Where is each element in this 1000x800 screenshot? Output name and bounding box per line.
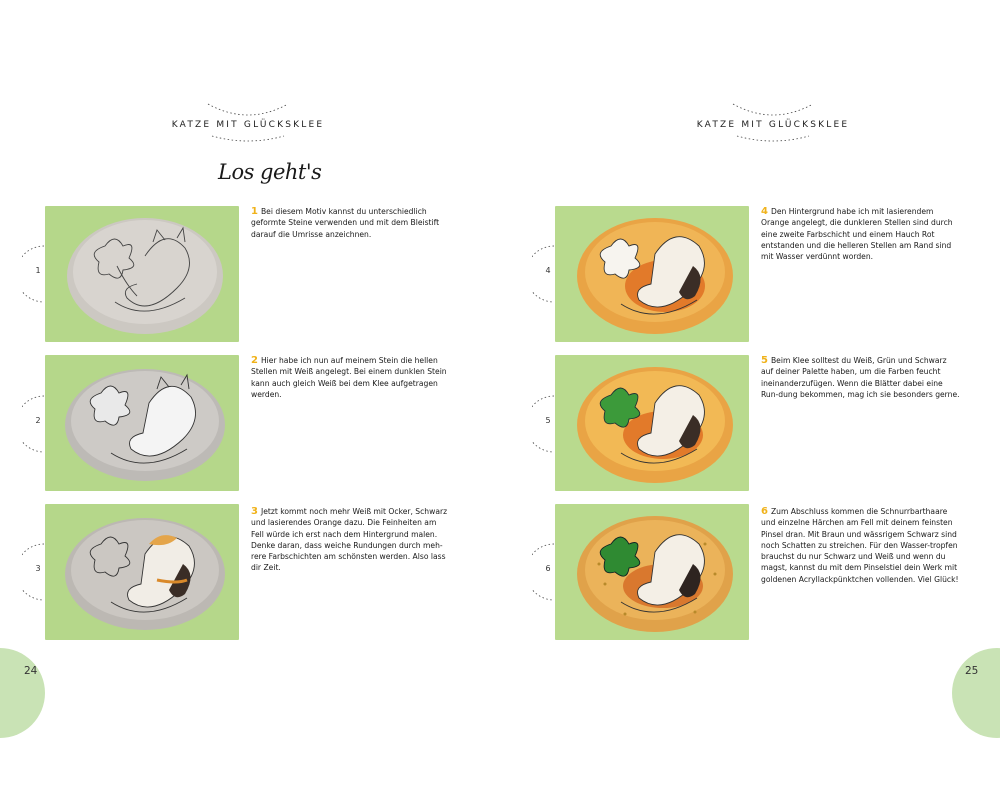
step-number: 1 xyxy=(35,266,41,275)
stone-sketch-icon xyxy=(45,206,239,342)
stone-orange-icon xyxy=(555,206,749,342)
chapter-header xyxy=(653,100,893,150)
step-text xyxy=(761,355,961,400)
step-number: 3 xyxy=(35,564,41,573)
page-number-badge xyxy=(952,648,1000,738)
step-text xyxy=(761,506,961,585)
stone-clover-icon xyxy=(555,355,749,491)
step-text xyxy=(251,206,451,240)
step-text xyxy=(251,355,451,400)
page-number: 25 xyxy=(965,665,979,677)
page-number: 24 xyxy=(24,665,38,677)
stone-finished-icon xyxy=(555,504,749,640)
step-photo xyxy=(555,355,749,491)
chapter-title: KATZE MIT GLÜCKSKLEE xyxy=(696,120,850,130)
intro-title: Los geht's xyxy=(218,160,322,184)
step-text xyxy=(251,506,451,574)
step-number: 4 xyxy=(545,266,551,275)
step-description: Hier habe ich nun auf meinem Stein die hellen Stellen mit Weiß angelegt. Bei einem dunklen Stein kann auch gleich Weiß bei dem Klee aufgetragen werden. xyxy=(251,356,447,399)
step-photo xyxy=(45,206,239,342)
step-photo xyxy=(45,504,239,640)
step-text-number: 6 xyxy=(761,506,768,517)
step-text-number: 3 xyxy=(251,506,258,517)
step-photo xyxy=(45,355,239,491)
step-number: 2 xyxy=(35,416,41,425)
step-photo xyxy=(555,206,749,342)
chapter-title: KATZE MIT GLÜCKSKLEE xyxy=(171,120,325,130)
step-description: Zum Abschluss kommen die Schnurrbarthaare und einzelne Härchen am Fell mit deinem feinsten Pinsel dran. Mit Braun und wässrigem Schwarz sind noch Schatten zu streichen. Für den Wasser-tropfen brauchst du nur Schwarz und Weiß und wenn du magst, kannst du mit dem Pinselstiel dein Werk mit goldenen Acryllackpünktchen vollenden. Viel Glück! xyxy=(761,507,959,584)
step-text-number: 1 xyxy=(251,206,258,217)
step-text-number: 2 xyxy=(251,355,258,366)
right-page xyxy=(500,0,1000,800)
stone-calico-icon xyxy=(45,504,239,640)
page-number-badge xyxy=(0,648,45,738)
step-description: Den Hintergrund habe ich mit lasierendem Orange angelegt, die dunkleren Stellen sind durch eine zweite Farbschicht und einem Hauch Rot entstanden und die helleren Stellen am Rand sind mit Wasser verdünnt worden. xyxy=(761,207,953,262)
step-description: Bei diesem Motiv kannst du unterschiedlich geformte Steine verwenden und mit dem Bleistift darauf die Umrisse anzeichnen. xyxy=(251,207,440,239)
step-number: 5 xyxy=(545,416,551,425)
step-text-number: 5 xyxy=(761,355,768,366)
stone-white-icon xyxy=(45,355,239,491)
chapter-header xyxy=(128,100,368,150)
step-text xyxy=(761,206,961,262)
step-description: Jetzt kommt noch mehr Weiß mit Ocker, Schwarz und lasierendes Orange dazu. Die Feinheiten am Fell würde ich erst nach dem Hintergrund malen. Denke daran, dass weiche Rundungen durch meh-rere Farbschichten am schönsten werden. Also lass dir Zeit. xyxy=(251,507,448,573)
step-number: 6 xyxy=(545,564,551,573)
step-text-number: 4 xyxy=(761,206,768,217)
step-description: Beim Klee solltest du Weiß, Grün und Schwarz auf deiner Palette haben, um die Farben feucht ineinanderzufügen. Wenn die Blätter dabei eine Run-dung bekommen, mag ich sie besonders gerne. xyxy=(761,356,960,399)
step-photo xyxy=(555,504,749,640)
